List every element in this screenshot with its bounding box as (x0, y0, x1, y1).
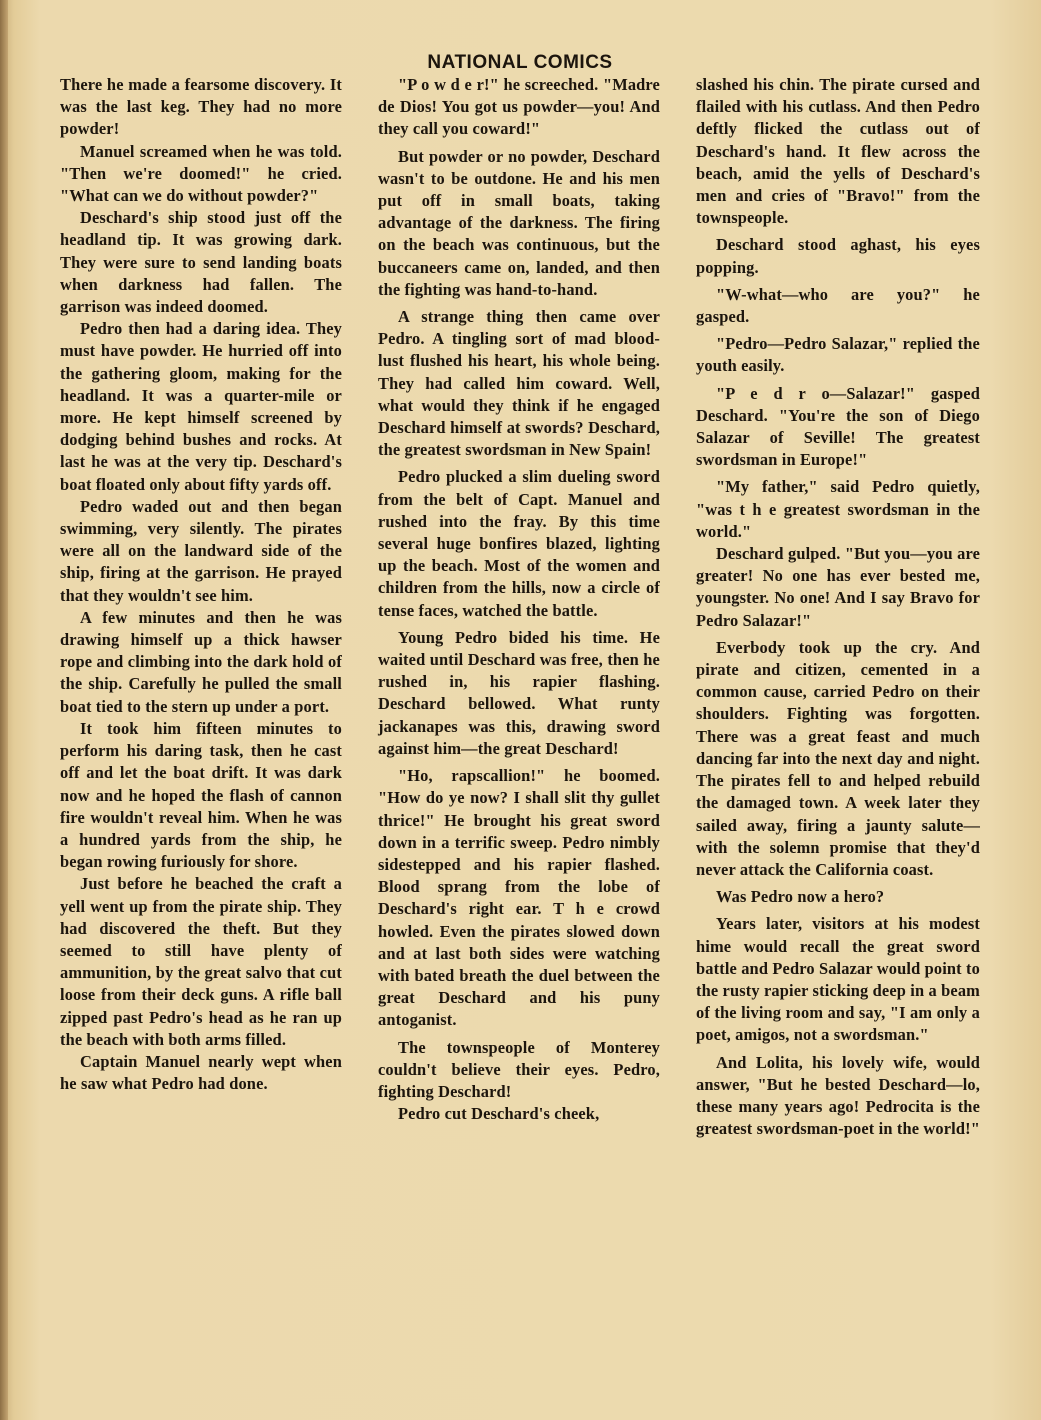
text-column-2 (378, 74, 660, 1125)
paragraph: Young Pedro bided his time. He waited until Deschard was free, then he rushed in, his rapier flashing. Deschard bellowed. What runty jackanapes was this, drawing sword against him—the great Deschard! (378, 627, 660, 758)
paragraph: Years later, visitors at his modest hime would recall the great sword battle and Pedro Salazar would point to the rusty rapier sticking deep in a beam of the living room and say, "I am only a poet, amigos, not a swordsman." (696, 914, 980, 1045)
paragraph: Deschard's ship stood just off the headland tip. It was growing dark. They were sure to send landing boats when darkness had fallen. The garrison was indeed doomed. (60, 208, 342, 317)
paragraph: slashed his chin. The pirate cursed and flailed with his cutlass. And then Pedro deftly flicked the cutlass out of Deschard's hand. It flew across the beach, amid the yells of Deschard's men and cries of "Bravo!" from the townspeople. (696, 75, 980, 228)
paragraph: Pedro waded out and then began swimming, very silently. The pirates were all on the landward side of the ship, firing at the garrison. He prayed that they wouldn't see him. (60, 496, 342, 605)
paragraph: Pedro cut Deschard's cheek, (398, 1104, 600, 1124)
paragraph: A strange thing then came over Pedro. A tingling sort of mad blood-lust flushed his heart, his whole being. They had called him coward. Well, what would they think if he engaged Deschard himself at swords? Deschard, the greatest swordsman in New Spain! (378, 307, 660, 460)
paragraph: But powder or no powder, Deschard wasn't to be outdone. He and his men put off in small boats, taking advantage of the darkness. The firing on the beach was continuous, but the buccaneers came on, landed, and then the fighting was hand-to-hand. (378, 146, 660, 299)
paragraph: "P e d r o—Salazar!" gasped Deschard. "You're the son of Diego Salazar of Seville! The greatest swordsman in Europe!" (696, 383, 980, 470)
paragraph: There he made a fearsome discovery. It was the last keg. They had no more powder! (60, 75, 342, 139)
paragraph: Was Pedro now a hero? (716, 887, 885, 907)
text-column-3 (696, 74, 980, 1140)
paragraph: It took him fifteen minutes to perform his daring task, then he cast off and let the boat drift. It was dark now and he hoped the flash of cannon fire wouldn't reveal him. When he was a hundred yards from the ship, he began rowing furiously for shore. (60, 718, 342, 872)
page-spine (0, 0, 8, 1420)
paragraph: "P o w d e r!" he screeched. "Madre de Dios! You got us powder—you! And they call you coward!" (378, 75, 660, 139)
paragraph: Captain Manuel nearly wept when he saw what Pedro had done. (60, 1051, 342, 1094)
paragraph: The townspeople of Monterey couldn't believe their eyes. Pedro, fighting Deschard! (378, 1037, 660, 1101)
paragraph: Manuel screamed when he was told. "Then we're doomed!" he cried. "What can we do without powder?" (60, 141, 342, 206)
paragraph: And Lolita, his lovely wife, would answer, "But he bested Deschard—lo, these many years ago! Pedrocita is the greatest swordsman-poet in the world!" (696, 1052, 981, 1139)
paragraph: Everbody took up the cry. And pirate and citizen, cemented in a common cause, carried Pedro on their shoulders. Fighting was forgotten. There was a great feast and much dancing far into the next day and night. The pirates fell to and helped rebuild the damaged town. A week later they sailed away, firing a jaunty salute—with the solemn promise that they'd never attack the California coast. (696, 637, 980, 879)
paragraph: Deschard stood aghast, his eyes popping. (696, 235, 980, 277)
paragraph: A few minutes and then he was drawing himself up a thick hawser rope and climbing into the dark hold of the ship. Carefully he pulled the small boat tied to the stern up under a port. (60, 607, 342, 716)
page-header-title: NATIONAL COMICS (427, 52, 613, 73)
paragraph: "My father," said Pedro quietly, "was t h e greatest swordsman in the world." (696, 477, 980, 541)
paragraph: Deschard gulped. "But you—you are greater! No one has ever bested me, youngster. No one! And I say Bravo for Pedro Salazar!" (696, 544, 980, 630)
paragraph: "W-what—who are you?" he gasped. (696, 284, 980, 327)
paragraph: Just before he beached the craft a yell went up from the pirate ship. They had discovered the theft. But they seemed to still have plenty of ammunition, by the great salvo that cut loose from their deck guns. A rifle ball zipped past Pedro's head as he ran up the beach with both arms filled. (60, 874, 342, 1049)
paragraph: Pedro plucked a slim dueling sword from the belt of Capt. Manuel and rushed into the fray. By this time several huge bonfires blazed, lighting up the beach. Most of the women and children from the hills, now a circle of tense faces, watched the battle. (378, 467, 660, 620)
paragraph: Pedro then had a daring idea. They must have powder. He hurried off into the gathering gloom, making for the headland. It was a quarter-mile or more. He kept himself screened by dodging behind bushes and rocks. At last he was at the very tip. Deschard's boat floated only about fifty yards off. (60, 319, 342, 494)
text-column-1 (60, 74, 342, 1095)
paragraph: "Ho, rapscallion!" he boomed. "How do ye now? I shall slit thy gullet thrice!" He brought his great sword down in a terrific sweep. Pedro nimbly sidestepped and his rapier flashed. Blood sprang from the lobe of Deschard's right ear. T h e crowd howled. Even the pirates slowed down and at last both sides were watching with bated breath the duel between the great Deschard and his puny antoganist. (378, 766, 660, 1030)
paragraph: "Pedro—Pedro Salazar," replied the youth easily. (696, 334, 980, 376)
